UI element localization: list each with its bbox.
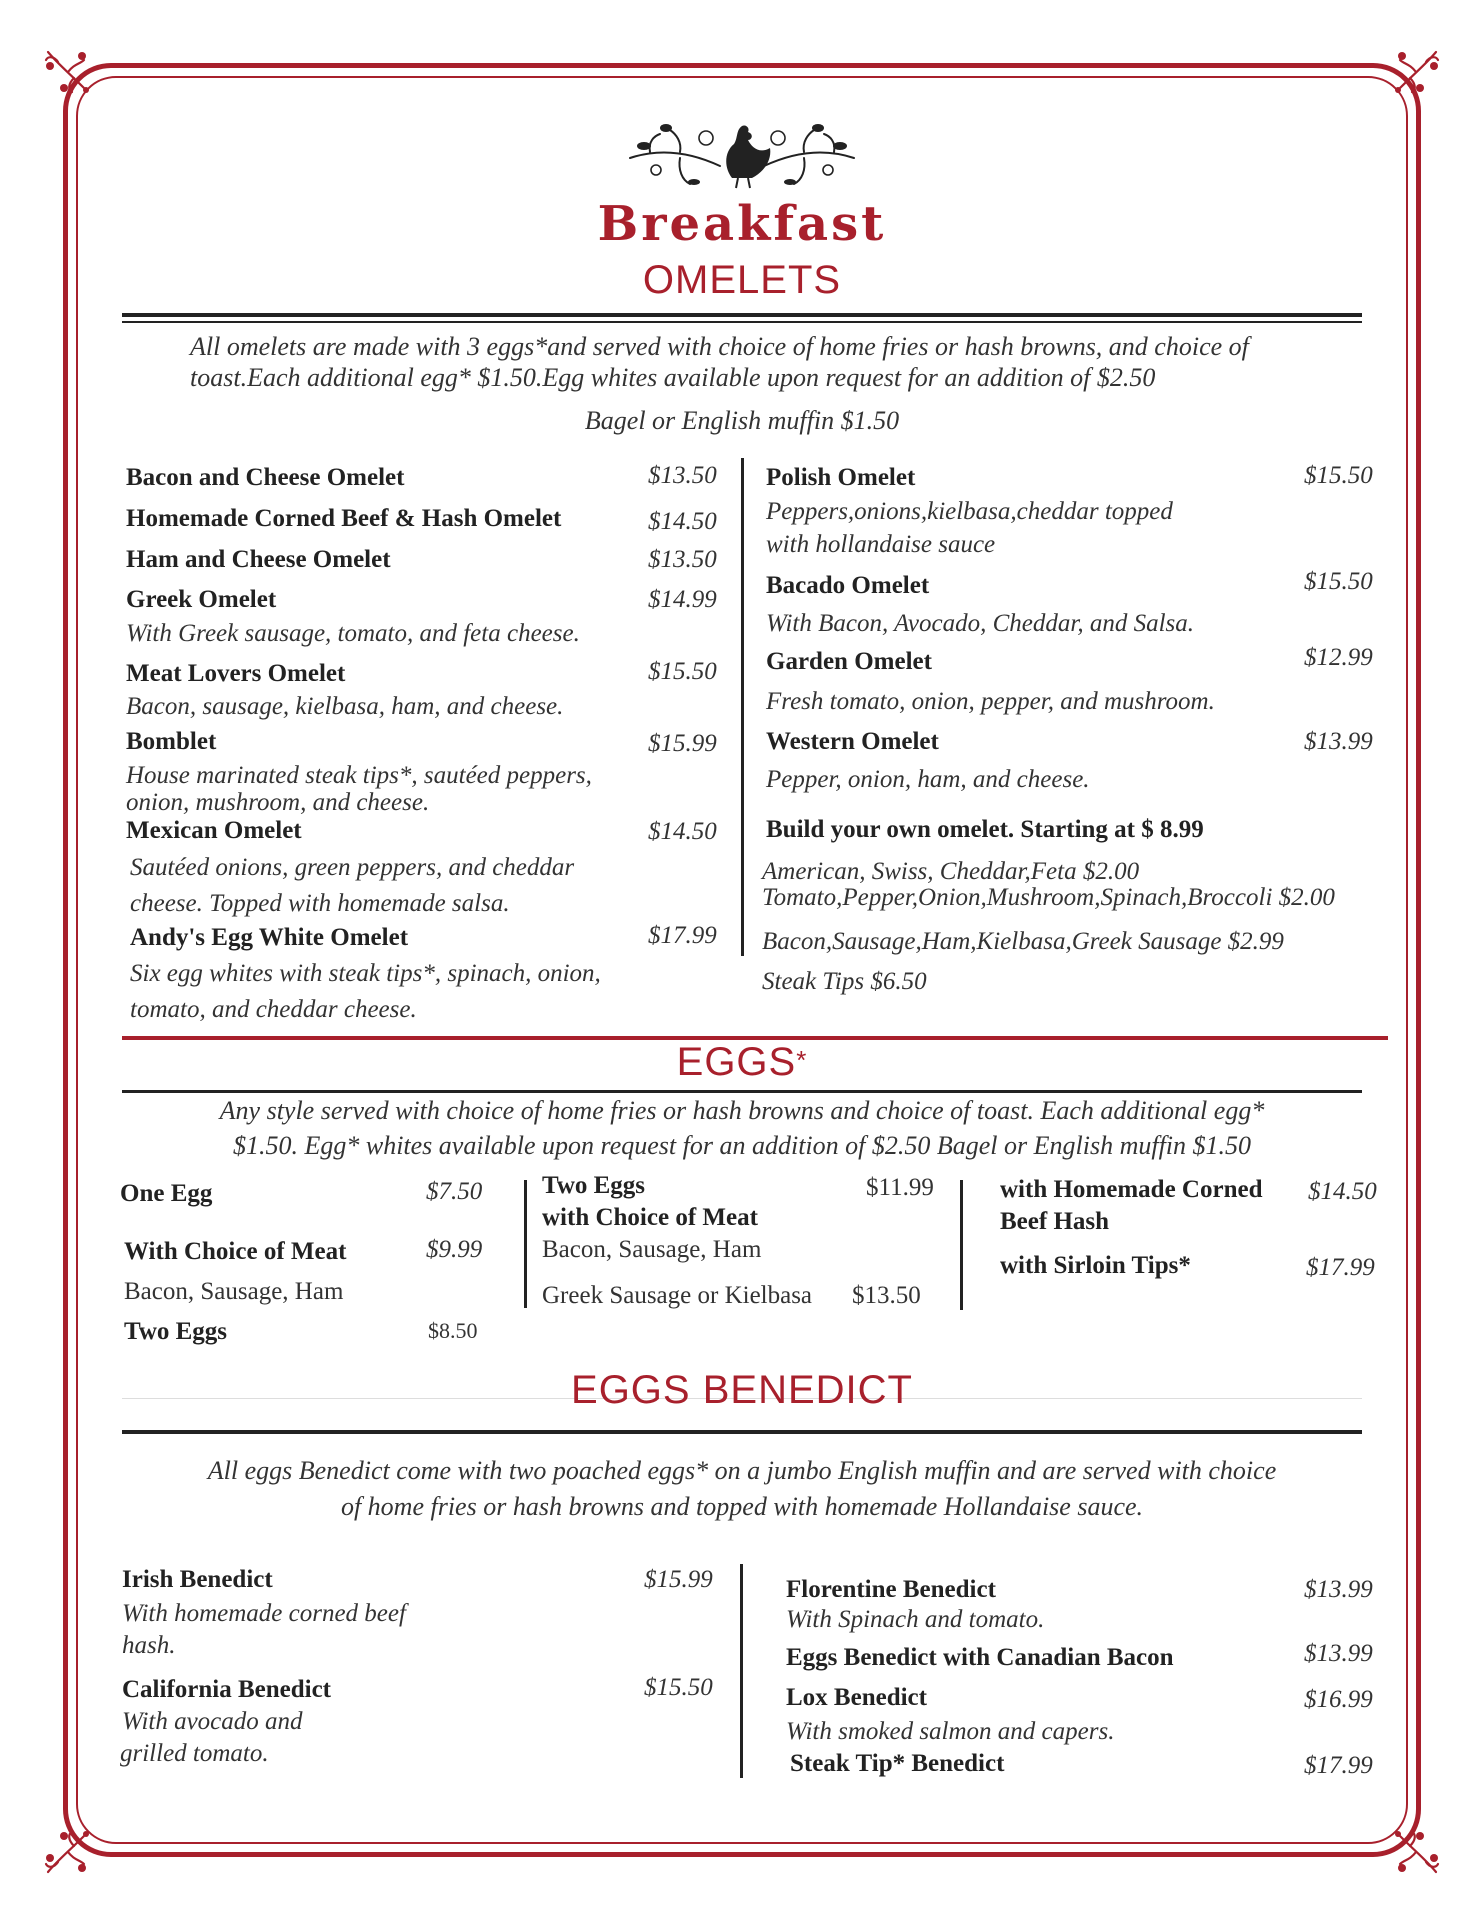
menu-item-description: onion, mushroom, and cheese. bbox=[126, 789, 430, 816]
menu-item-name: Homemade Corned Beef & Hash Omelet bbox=[126, 505, 562, 532]
eggs-note: Any style served with choice of home fries or hash browns and choice of toast. Each additional egg* bbox=[219, 1096, 1265, 1125]
menu-item-name: Greek Omelet bbox=[126, 586, 277, 613]
menu-item-name: with Sirloin Tips* bbox=[1000, 1252, 1191, 1279]
menu-item-name: Bacon and Cheese Omelet bbox=[126, 464, 405, 491]
floral-sprig-icon bbox=[38, 42, 94, 98]
floral-sprig-icon bbox=[38, 1826, 94, 1882]
menu-item-name: Bacado Omelet bbox=[766, 572, 930, 599]
menu-item-description: With homemade corned beef bbox=[122, 1600, 406, 1627]
menu-item-name: Eggs Benedict with Canadian Bacon bbox=[786, 1644, 1174, 1671]
omelets-section-title: OMELETS bbox=[642, 258, 842, 302]
menu-item-description: with hollandaise sauce bbox=[766, 531, 996, 558]
menu-item-name: Two Eggs bbox=[124, 1318, 228, 1345]
build-omelet-title: Build your own omelet. Starting at $ 8.99 bbox=[766, 816, 1204, 843]
menu-item-description: Bacon, Sausage, Ham bbox=[124, 1278, 344, 1305]
eggs-title-text: EGGS bbox=[676, 1040, 797, 1084]
menu-item-description: Six egg whites with steak tips*, spinach, onion, bbox=[130, 960, 601, 987]
column-divider bbox=[741, 458, 744, 956]
floral-sprig-icon bbox=[1390, 1826, 1446, 1882]
menu-item-price: $8.50 bbox=[428, 1318, 478, 1343]
column-divider bbox=[960, 1180, 963, 1310]
menu-item-price: $13.50 bbox=[648, 546, 717, 573]
menu-item-price: $11.99 bbox=[866, 1174, 934, 1201]
menu-item-price: $15.50 bbox=[1304, 568, 1373, 595]
menu-item-description: Pepper, onion, ham, and cheese. bbox=[766, 766, 1090, 793]
menu-item-name: Bomblet bbox=[126, 728, 217, 755]
menu-item-description: cheese. Topped with homemade salsa. bbox=[130, 890, 510, 917]
menu-item-price: $9.99 bbox=[426, 1236, 483, 1263]
menu-item-price: $15.50 bbox=[644, 1674, 713, 1701]
menu-item-price: $13.99 bbox=[1304, 728, 1373, 755]
benedict-divider bbox=[122, 1430, 1362, 1434]
menu-item-price: $7.50 bbox=[426, 1178, 483, 1205]
menu-item-price: $17.99 bbox=[1306, 1254, 1375, 1281]
menu-item-name: Western Omelet bbox=[766, 728, 939, 755]
menu-item-name: Andy's Egg White Omelet bbox=[130, 924, 409, 951]
menu-item-description: Bacon, sausage, kielbasa, ham, and cheese. bbox=[126, 693, 564, 720]
page-title: Breakfast bbox=[597, 196, 887, 252]
menu-item-price: $14.50 bbox=[648, 818, 717, 845]
menu-item-description: With Greek sausage, tomato, and feta cheese. bbox=[126, 620, 580, 647]
menu-item-description: With Spinach and tomato. bbox=[786, 1606, 1045, 1633]
menu-item-name: Steak Tip* Benedict bbox=[790, 1750, 1005, 1777]
omelets-divider bbox=[122, 313, 1362, 323]
menu-item-price: $14.50 bbox=[1308, 1178, 1377, 1205]
menu-item-description: Sautéed onions, green peppers, and cheddar bbox=[130, 854, 575, 881]
menu-item-price: $13.99 bbox=[1304, 1640, 1373, 1667]
menu-item-description: With Bacon, Avocado, Cheddar, and Salsa. bbox=[766, 610, 1194, 637]
omelets-note: All omelets are made with 3 eggs*and served with choice of home fries or hash browns, and choice of bbox=[190, 332, 1249, 361]
menu-item-price: $12.99 bbox=[1304, 644, 1373, 671]
menu-item-price: $15.50 bbox=[648, 658, 717, 685]
menu-item-description: tomato, and cheddar cheese. bbox=[130, 996, 417, 1023]
build-omelet-option: American, Swiss, Cheddar,Feta $2.00 bbox=[762, 858, 1140, 885]
eggs-section-title bbox=[0, 1040, 1484, 1085]
menu-item-name: Ham and Cheese Omelet bbox=[126, 546, 391, 573]
menu-item-description: House marinated steak tips*, sautéed peppers, bbox=[126, 762, 592, 789]
menu-item-name: One Egg bbox=[120, 1180, 213, 1207]
benedict-note: All eggs Benedict come with two poached eggs* on a jumbo English muffin and are served with choice bbox=[207, 1456, 1277, 1485]
menu-item-description: Greek Sausage or Kielbasa bbox=[542, 1282, 813, 1309]
build-omelet-option: Tomato,Pepper,Onion,Mushroom,Spinach,Broccoli $2.00 bbox=[762, 884, 1335, 911]
menu-item-description: Bacon, Sausage, Ham bbox=[542, 1236, 762, 1263]
column-divider bbox=[524, 1180, 527, 1308]
menu-item-description: Peppers,onions,kielbasa,cheddar topped bbox=[766, 498, 1173, 525]
menu-item-price: $14.50 bbox=[648, 508, 717, 535]
menu-item-description: With avocado and bbox=[122, 1708, 303, 1735]
menu-item-price: $16.99 bbox=[1304, 1686, 1373, 1713]
benedict-note: of home fries or hash browns and topped with homemade Hollandaise sauce. bbox=[340, 1492, 1144, 1521]
menu-item-name: Two Eggs bbox=[542, 1172, 646, 1199]
eggs-title-asterisk: * bbox=[796, 1045, 808, 1075]
menu-item-price: $15.99 bbox=[648, 730, 717, 757]
column-divider bbox=[740, 1564, 743, 1778]
build-omelet-option: Steak Tips $6.50 bbox=[762, 968, 927, 995]
menu-item-description: grilled tomato. bbox=[120, 1740, 269, 1767]
rooster-floral-icon bbox=[620, 108, 864, 194]
build-omelet-option: Bacon,Sausage,Ham,Kielbasa,Greek Sausage $2.99 bbox=[762, 928, 1284, 955]
menu-item-name: with Choice of Meat bbox=[542, 1204, 758, 1231]
menu-item-name: Polish Omelet bbox=[766, 464, 916, 491]
menu-item-name: Meat Lovers Omelet bbox=[126, 660, 346, 687]
menu-item-name: Lox Benedict bbox=[786, 1684, 927, 1711]
menu-item-price: $13.50 bbox=[852, 1282, 921, 1309]
eggs-divider bbox=[122, 1090, 1362, 1093]
menu-item-name: with Homemade Corned bbox=[1000, 1176, 1263, 1203]
menu-item-price: $15.50 bbox=[1304, 462, 1373, 489]
menu-item-description: With smoked salmon and capers. bbox=[786, 1718, 1115, 1745]
omelets-note: toast.Each additional egg* $1.50.Egg whites available upon request for an addition of $2.50 bbox=[190, 363, 1156, 392]
menu-item-description: hash. bbox=[122, 1632, 176, 1659]
menu-item-price: $14.99 bbox=[648, 586, 717, 613]
menu-item-name: Beef Hash bbox=[1000, 1208, 1110, 1235]
benedict-section-title: EGGS BENEDICT bbox=[571, 1368, 913, 1412]
menu-item-name: Garden Omelet bbox=[766, 648, 932, 675]
menu-item-price: $17.99 bbox=[648, 922, 717, 949]
floral-sprig-icon bbox=[1390, 42, 1446, 98]
menu-item-price: $13.99 bbox=[1304, 1576, 1373, 1603]
menu-item-name: California Benedict bbox=[122, 1676, 332, 1703]
menu-item-name: Mexican Omelet bbox=[126, 817, 302, 844]
eggs-note: $1.50. Egg* whites available upon request for an addition of $2.50 Bagel or English muffin $1.50 bbox=[232, 1131, 1252, 1160]
menu-item-name: With Choice of Meat bbox=[124, 1238, 347, 1265]
menu-item-name: Irish Benedict bbox=[122, 1566, 273, 1593]
menu-item-description: Fresh tomato, onion, pepper, and mushroom. bbox=[766, 688, 1215, 715]
omelets-note: Bagel or English muffin $1.50 bbox=[584, 406, 900, 435]
menu-item-price: $15.99 bbox=[644, 1566, 713, 1593]
menu-item-price: $13.50 bbox=[648, 462, 717, 489]
menu-item-price: $17.99 bbox=[1304, 1752, 1373, 1779]
menu-item-name: Florentine Benedict bbox=[786, 1576, 996, 1603]
